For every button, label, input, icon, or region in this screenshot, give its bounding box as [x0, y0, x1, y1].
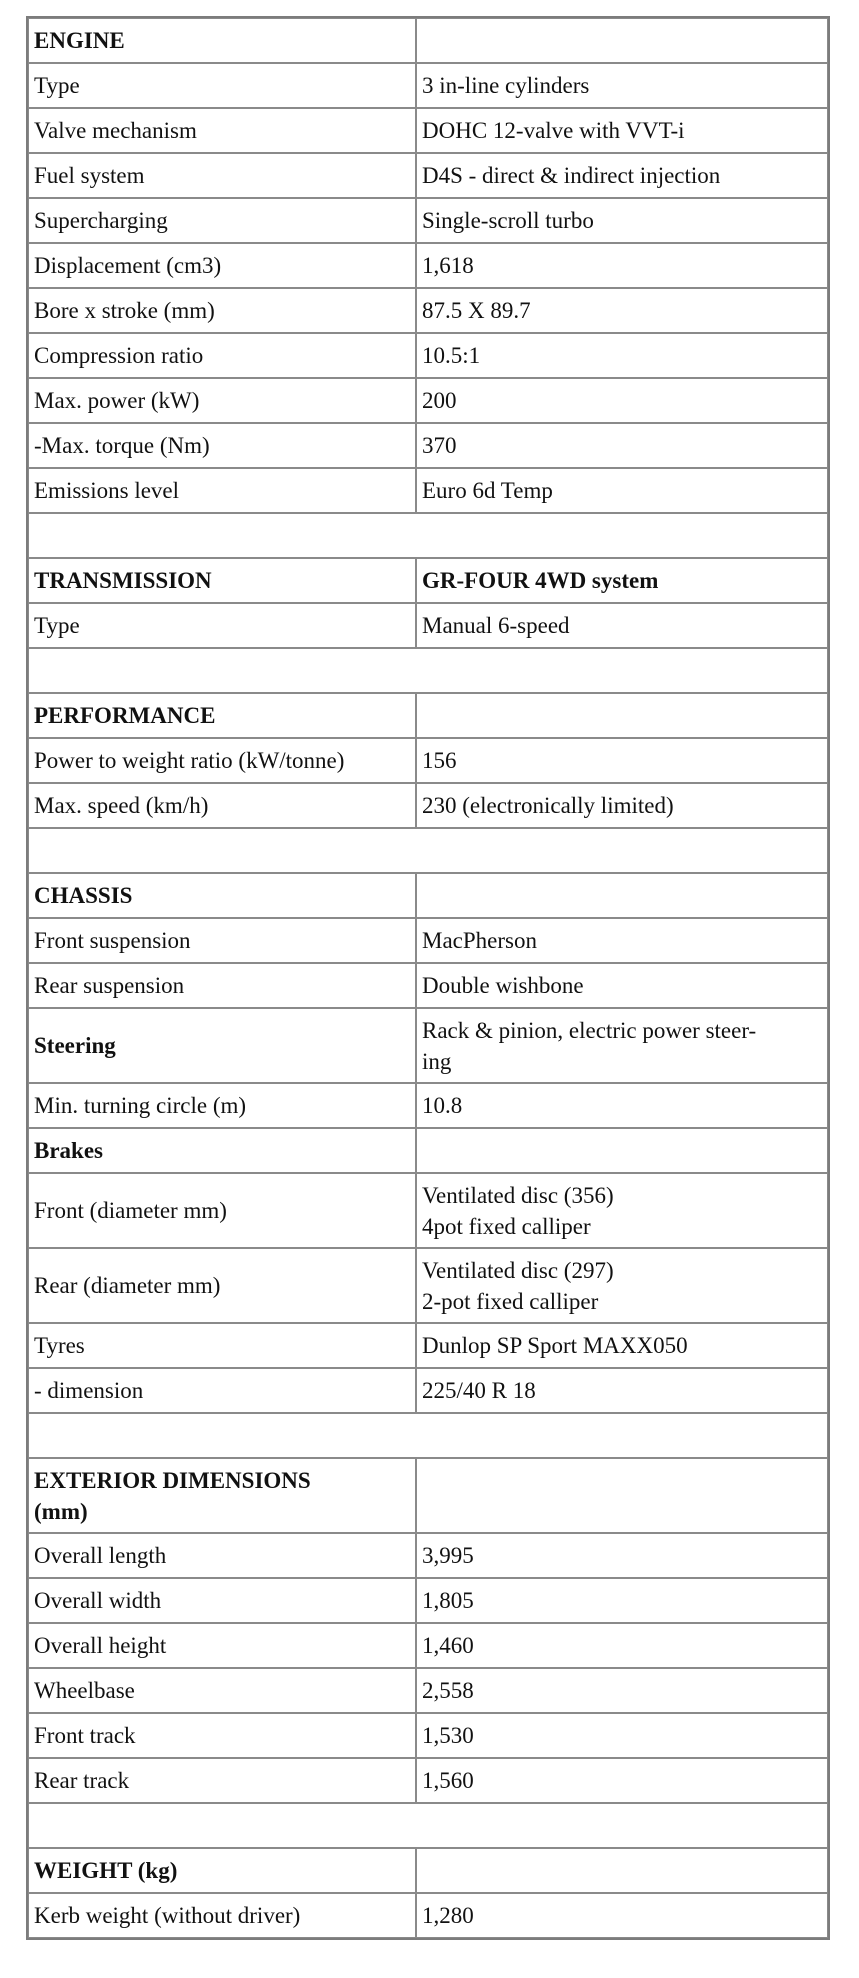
spec-label: - dimension [28, 1368, 416, 1413]
section-row-weight-kg [28, 1848, 828, 1893]
section-value [416, 1458, 828, 1533]
spacer-cell [28, 1413, 828, 1458]
spec-label: Type [28, 63, 416, 108]
spec-row-max-power-kw [28, 378, 828, 423]
spec-value: MacPherson [416, 918, 828, 963]
spec-label: Rear (diameter mm) [28, 1248, 416, 1323]
spec-label: Type [28, 603, 416, 648]
spacer-row [28, 1803, 828, 1848]
spec-table-body [28, 18, 828, 1938]
spec-row-overall-length [28, 1533, 828, 1578]
spec-value: 3,995 [416, 1533, 828, 1578]
spec-row-valve-mechanism [28, 108, 828, 153]
spec-label: Wheelbase [28, 1668, 416, 1713]
spec-row-wheelbase [28, 1668, 828, 1713]
section-value [416, 1128, 828, 1173]
spacer-cell [28, 1803, 828, 1848]
spec-label: Valve mechanism [28, 108, 416, 153]
spec-label: Front (diameter mm) [28, 1173, 416, 1248]
spec-row-displacement-cm3 [28, 243, 828, 288]
spec-sheet [26, 16, 826, 1940]
section-heading: CHASSIS [28, 873, 416, 918]
spec-value: 10.8 [416, 1083, 828, 1128]
spacer-cell [28, 513, 828, 558]
spec-value: Single-scroll turbo [416, 198, 828, 243]
spec-value: 156 [416, 738, 828, 783]
section-value [416, 873, 828, 918]
spacer-cell [28, 648, 828, 693]
spec-label: Overall length [28, 1533, 416, 1578]
spec-row-supercharging [28, 198, 828, 243]
spec-value: Euro 6d Temp [416, 468, 828, 513]
section-heading: EXTERIOR DIMENSIONS (mm) [28, 1458, 416, 1533]
spec-row-compression-ratio [28, 333, 828, 378]
spec-label: Front suspension [28, 918, 416, 963]
section-value [416, 18, 828, 63]
spec-row-rear-suspension [28, 963, 828, 1008]
section-heading: ENGINE [28, 18, 416, 63]
spec-value: 2,558 [416, 1668, 828, 1713]
section-row-exterior-dimensions-mm [28, 1458, 828, 1533]
spec-value: Dunlop SP Sport MAXX050 [416, 1323, 828, 1368]
spec-row-rear-track [28, 1758, 828, 1803]
spec-value: 1,280 [416, 1893, 828, 1938]
spec-row-front-diameter-mm [28, 1173, 828, 1248]
spec-row-max-torque-nm [28, 423, 828, 468]
spec-value: 1,805 [416, 1578, 828, 1623]
spec-label: Fuel system [28, 153, 416, 198]
spec-label: Displacement (cm3) [28, 243, 416, 288]
spec-row-type [28, 603, 828, 648]
spec-value: 230 (electronically limited) [416, 783, 828, 828]
section-row-transmission [28, 558, 828, 603]
spec-label: Max. speed (km/h) [28, 783, 416, 828]
section-heading: WEIGHT (kg) [28, 1848, 416, 1893]
spacer-cell [28, 828, 828, 873]
spec-value: 3 in-line cylinders [416, 63, 828, 108]
spec-label: Front track [28, 1713, 416, 1758]
section-heading: PERFORMANCE [28, 693, 416, 738]
section-row-engine [28, 18, 828, 63]
section-value: GR-FOUR 4WD system [416, 558, 828, 603]
spacer-row [28, 1413, 828, 1458]
spec-value: Manual 6-speed [416, 603, 828, 648]
section-value [416, 1848, 828, 1893]
spec-label: Max. power (kW) [28, 378, 416, 423]
spacer-row [28, 828, 828, 873]
spec-label: Rear suspension [28, 963, 416, 1008]
spec-row-overall-width [28, 1578, 828, 1623]
spec-label: Bore x stroke (mm) [28, 288, 416, 333]
spec-row-emissions-level [28, 468, 828, 513]
spec-value: 200 [416, 378, 828, 423]
spec-label: Tyres [28, 1323, 416, 1368]
section-row-performance [28, 693, 828, 738]
spec-label: -Max. torque (Nm) [28, 423, 416, 468]
spec-label: Overall width [28, 1578, 416, 1623]
spec-value: 1,530 [416, 1713, 828, 1758]
section-row-brakes [28, 1128, 828, 1173]
section-row-steering [28, 1008, 828, 1083]
spacer-row [28, 513, 828, 558]
spec-value: 1,618 [416, 243, 828, 288]
spec-table [26, 16, 830, 1940]
section-heading: TRANSMISSION [28, 558, 416, 603]
spec-row-rear-diameter-mm [28, 1248, 828, 1323]
spec-value: Ventilated disc (356) 4pot fixed calliper [416, 1173, 828, 1248]
spec-value: Double wishbone [416, 963, 828, 1008]
spec-value: 1,460 [416, 1623, 828, 1668]
spec-row-max-speed-km-h [28, 783, 828, 828]
spec-label: Overall height [28, 1623, 416, 1668]
spec-label: Kerb weight (without driver) [28, 1893, 416, 1938]
section-row-chassis [28, 873, 828, 918]
section-value: Rack & pinion, electric power steer- ing [416, 1008, 828, 1083]
spec-label: Compression ratio [28, 333, 416, 378]
spec-label: Min. turning circle (m) [28, 1083, 416, 1128]
spec-label: Supercharging [28, 198, 416, 243]
spec-row-bore-x-stroke-mm [28, 288, 828, 333]
spec-value: 1,560 [416, 1758, 828, 1803]
spec-value: 10.5:1 [416, 333, 828, 378]
spec-row-power-to-weight-ratio-kw-tonne [28, 738, 828, 783]
spec-row-type [28, 63, 828, 108]
spec-value: 225/40 R 18 [416, 1368, 828, 1413]
spec-value: DOHC 12-valve with VVT-i [416, 108, 828, 153]
spec-value: Ventilated disc (297) 2-pot fixed calliper [416, 1248, 828, 1323]
spec-row-front-suspension [28, 918, 828, 963]
spec-value: 87.5 X 89.7 [416, 288, 828, 333]
spec-label: Power to weight ratio (kW/tonne) [28, 738, 416, 783]
section-heading: Steering [28, 1008, 416, 1083]
spec-row-overall-height [28, 1623, 828, 1668]
spec-label: Emissions level [28, 468, 416, 513]
spec-value: D4S - direct & indirect injection [416, 153, 828, 198]
spec-row-fuel-system [28, 153, 828, 198]
spec-label: Rear track [28, 1758, 416, 1803]
spec-row-front-track [28, 1713, 828, 1758]
spec-row-tyres [28, 1323, 828, 1368]
spec-value: 370 [416, 423, 828, 468]
spec-row-dimension [28, 1368, 828, 1413]
section-value [416, 693, 828, 738]
spec-row-kerb-weight-without-driver [28, 1893, 828, 1938]
section-heading: Brakes [28, 1128, 416, 1173]
spec-row-min-turning-circle-m [28, 1083, 828, 1128]
spacer-row [28, 648, 828, 693]
